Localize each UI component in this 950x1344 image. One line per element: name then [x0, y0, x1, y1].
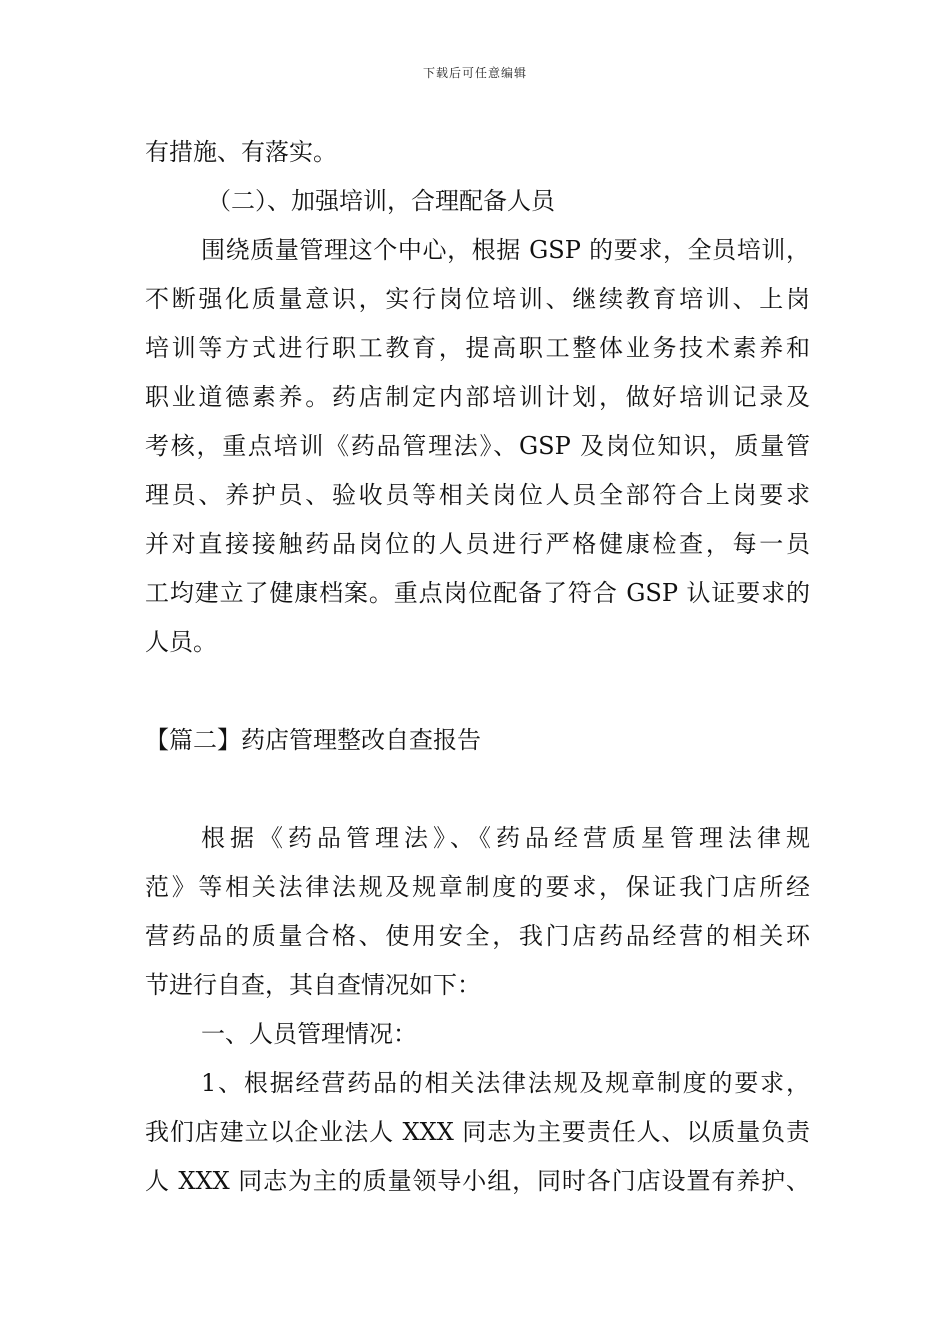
page-header: 下载后可任意编辑	[422, 66, 527, 80]
paragraph-line: 有措施、有落实。	[145, 138, 337, 166]
paragraph-line: 营药品的质量合格、使用安全，我门店药品经营的相关环	[145, 922, 810, 950]
paragraph-line: 职业道德素养。药店制定内部培训计划，做好培训记录及	[145, 383, 810, 411]
document-body	[145, 128, 810, 1206]
paragraph-line: 并对直接接触药品岗位的人员进行严格健康检查，每一员	[145, 530, 810, 558]
paragraph-line: 根据《药品管理法》、《药品经营质星管理法律规	[201, 824, 810, 852]
paragraph-line: 围绕质量管理这个中心，根据 GSP 的要求，全员培训，	[201, 236, 810, 264]
paragraph-line: 1、根据经营药品的相关法律法规及规章制度的要求，	[201, 1069, 810, 1097]
section-heading: （二）、加强培训，合理配备人员	[207, 187, 555, 215]
paragraph-line: 不断强化质量意识，实行岗位培训、继续教育培训、上岗	[145, 285, 810, 313]
paragraph-line: 人员。	[145, 628, 217, 656]
paragraph-line: 我们店建立以企业法人 XXX 同志为主要责任人、以质量负责	[145, 1118, 810, 1146]
paragraph-line: 培训等方式进行职工教育，提高职工整体业务技术素养和	[145, 334, 810, 362]
paragraph-line: 节进行自查，其自查情况如下：	[145, 971, 481, 999]
article-title: 【篇二】药店管理整改自查报告	[145, 726, 481, 754]
paragraph-line: 范》等相关法律法规及规章制度的要求，保证我门店所经	[145, 873, 810, 901]
section-heading: 一、人员管理情况：	[201, 1020, 417, 1048]
paragraph-line: 理员、养护员、验收员等相关岗位人员全部符合上岗要求	[145, 481, 810, 509]
paragraph-line: 考核，重点培训《药品管理法》、GSP 及岗位知识，质量管	[145, 432, 810, 460]
paragraph-line: 工均建立了健康档案。重点岗位配备了符合 GSP 认证要求的	[145, 579, 810, 607]
paragraph-line: 人 XXX 同志为主的质量领导小组，同时各门店设置有养护、	[145, 1167, 810, 1195]
